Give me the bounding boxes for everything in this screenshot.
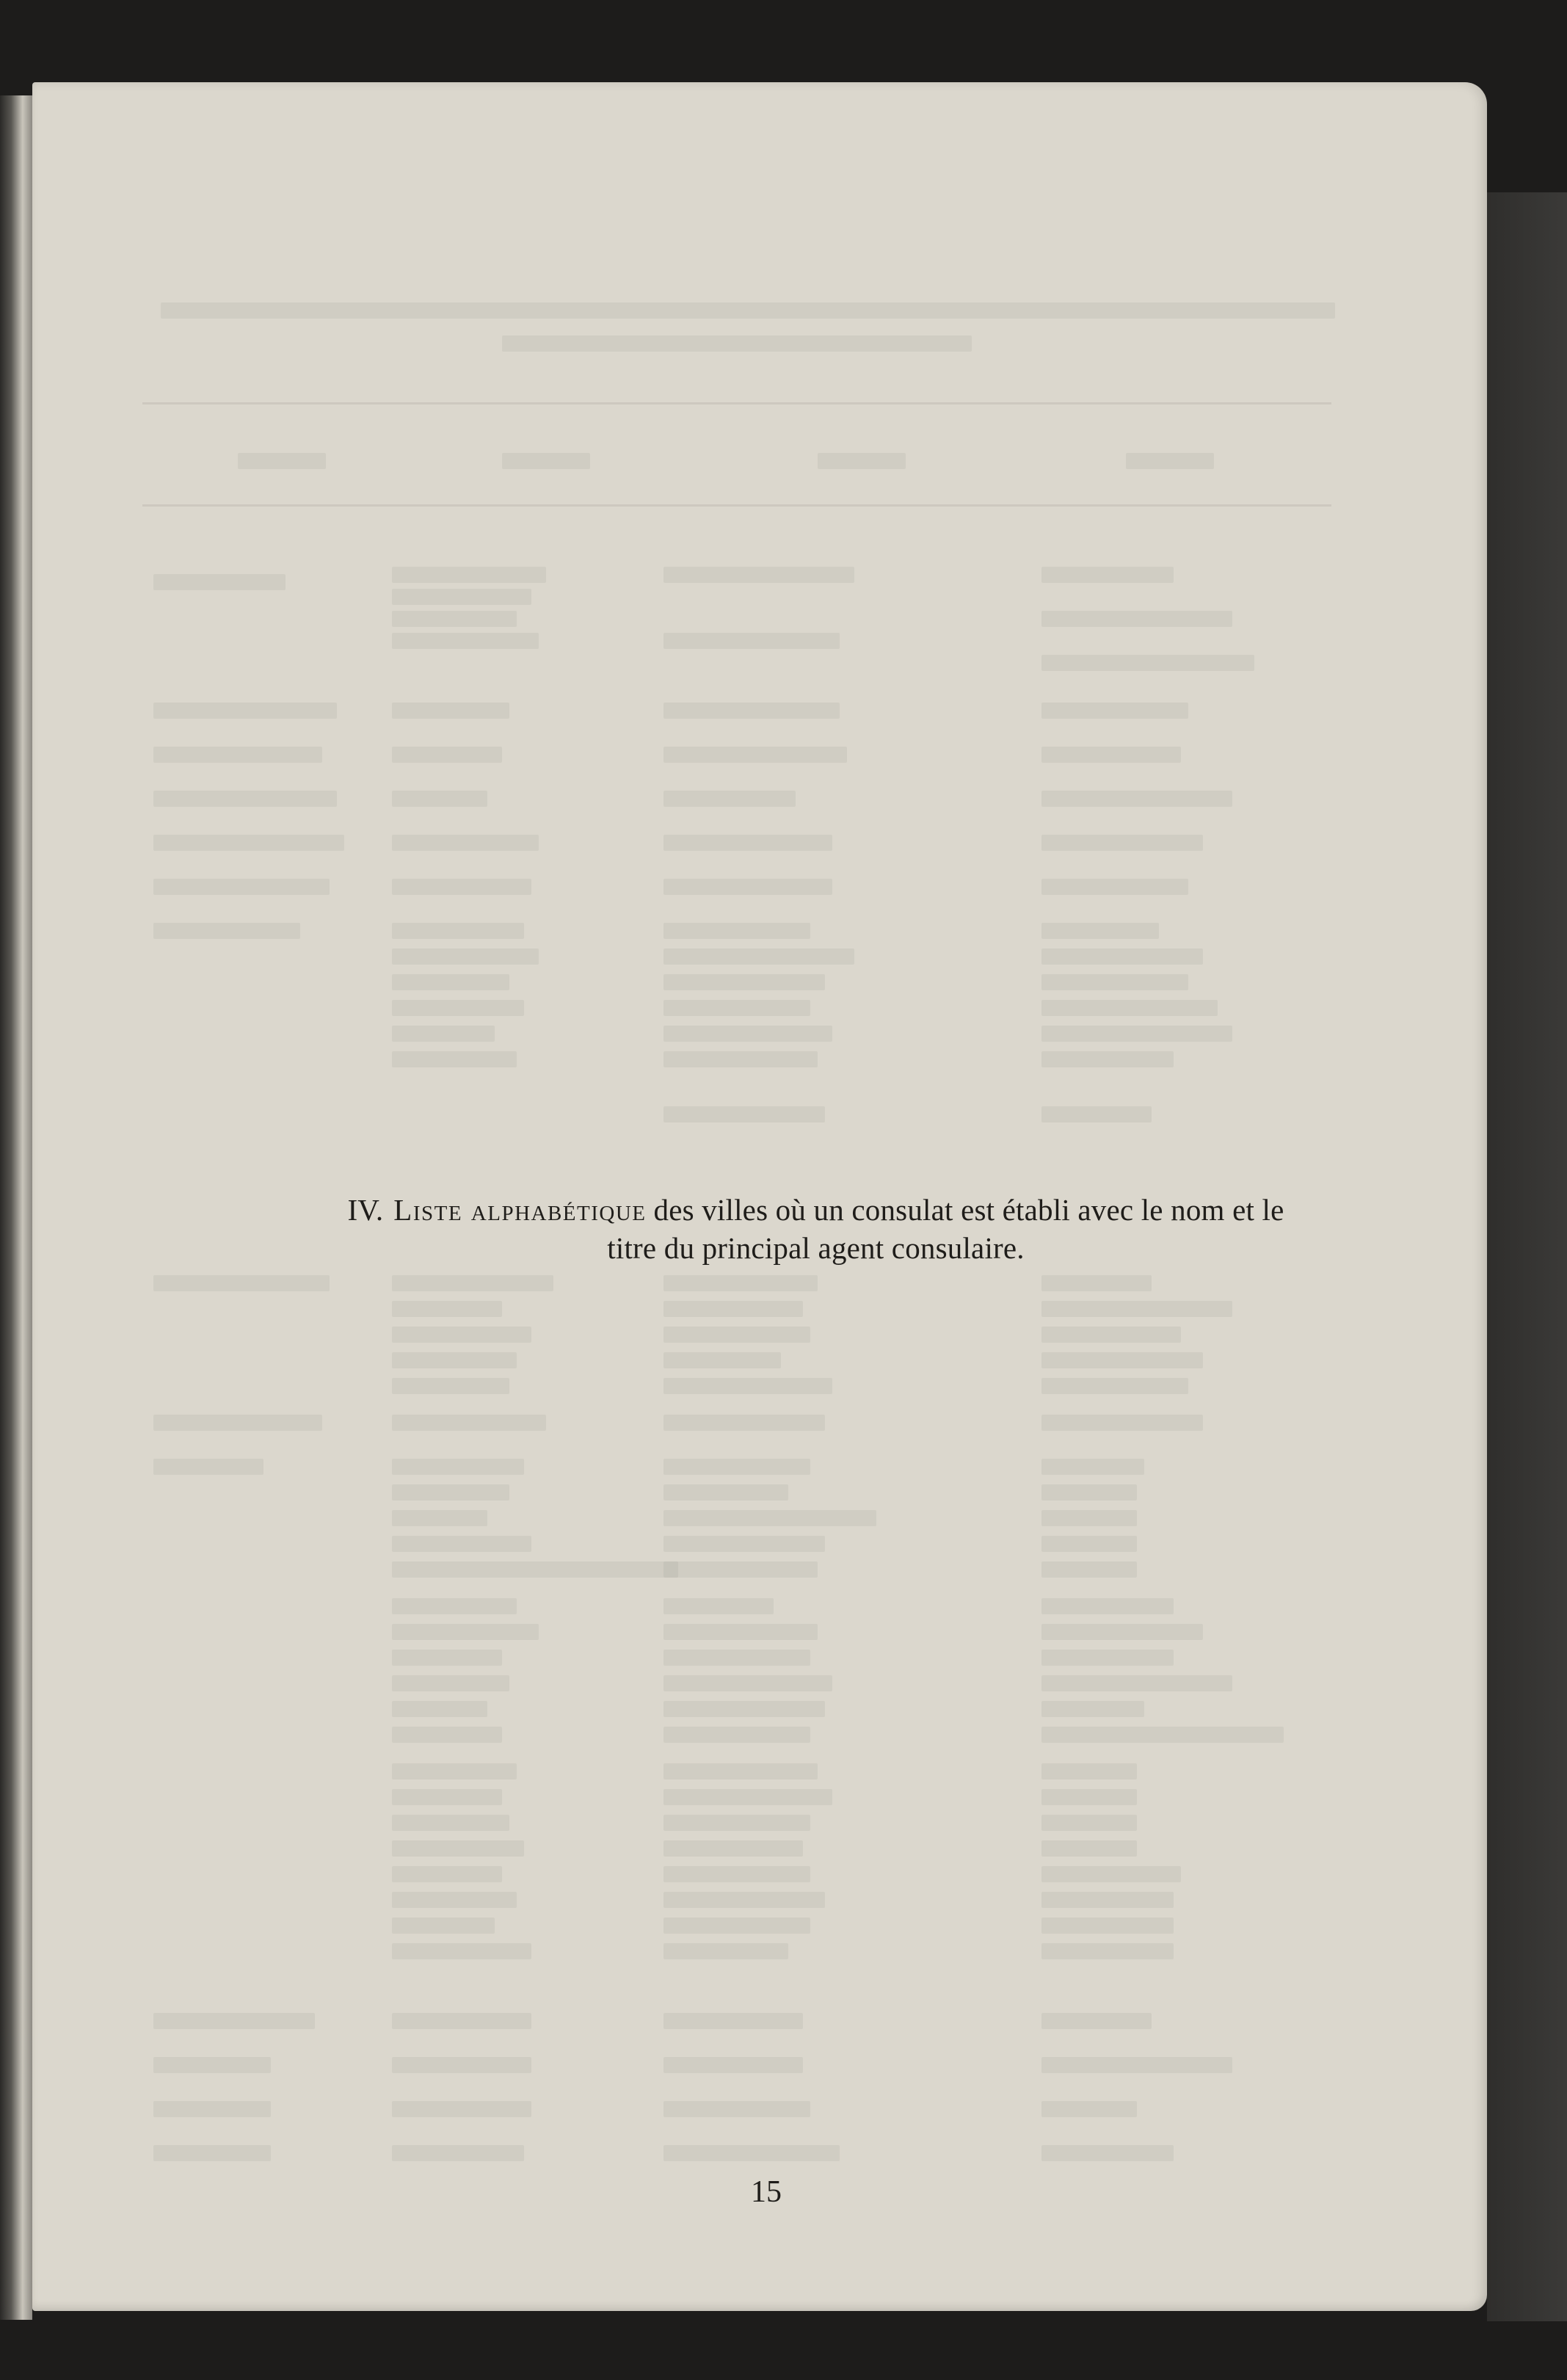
section-title-smallcaps: Liste alphabétique — [393, 1193, 647, 1227]
left-page-edge — [0, 95, 32, 2320]
section-heading-text: des villes où un consulat est établi avec le nom et le — [653, 1193, 1284, 1227]
right-shadow — [1487, 192, 1567, 2321]
section-heading — [252, 1191, 1379, 1267]
page-number: 15 — [751, 2175, 782, 2209]
section-numeral: IV. — [347, 1193, 384, 1227]
document-page — [32, 82, 1487, 2311]
section-heading-line2: titre du principal agent consulaire. — [607, 1231, 1025, 1265]
section-heading-line1 — [252, 1191, 1379, 1229]
